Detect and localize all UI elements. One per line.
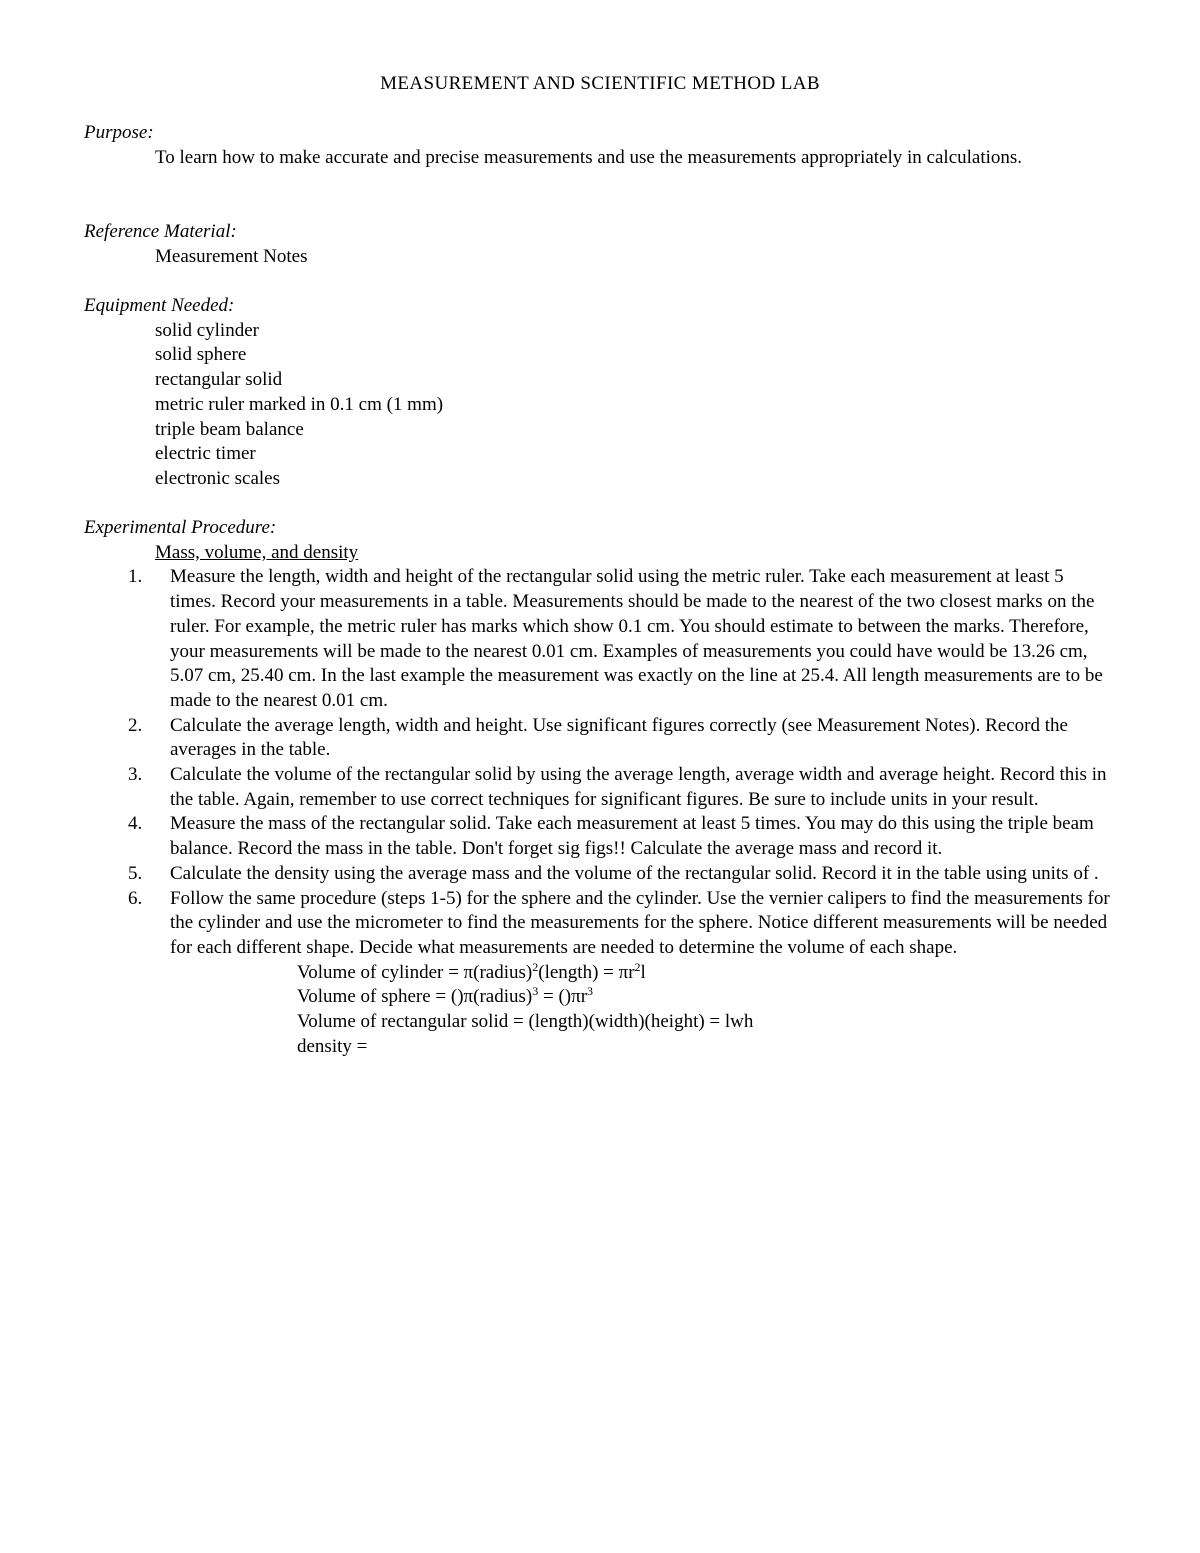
formula-sphere: Volume of sphere = ()π(radius)$^3$ = $()\pi r^3$ [297,984,594,1008]
equipment-list [84,319,1114,492]
step-text: Follow the same procedure (steps 1-5) for the sphere and the cylinder. Use the vernier calipers to find the measurements for the cylinder and use the micrometer to find the measurements for the sphere. Notice different measurements will be needed for each different shape. Decide what measurements are needed to determine the volume of each shape. [170,887,1110,958]
procedure-step [84,763,1114,812]
step-text: Calculate the density using the average mass and the volume of the rectangular solid. Record it in the table using units of . [170,862,1099,884]
procedure-step [84,887,1114,961]
procedure-step [84,714,1114,763]
procedure-section [84,516,1114,1059]
step-text: Measure the mass of the rectangular solid. Take each measurement at least 5 times. You may do this using the triple beam balance. Record the mass in the table. Don't forget sig figs!! Calculate the average mass and record it. [170,813,1094,860]
procedure-heading: Experimental Procedure: [84,517,277,538]
step-number: 5. [128,862,143,884]
equipment-item: rectangular solid [155,369,283,391]
formula-block [84,961,1114,1060]
equipment-item: electronic scales [155,467,281,489]
purpose-heading: Purpose: [84,122,154,143]
purpose-section [84,121,1114,170]
equipment-item: solid cylinder [155,319,259,341]
reference-text: Measurement Notes [155,245,308,267]
step-number: 4. [128,813,143,835]
step-text: Calculate the volume of the rectangular solid by using the average length, average width and average height. Record this in the table. Again, remember to use correct techniques for significant figures. Be sure to include units in your result. [170,764,1107,810]
step-number: 6. [128,887,143,909]
formula-rectangular: Volume of rectangular solid = (length)(width)(height) = lwh [297,1011,754,1033]
procedure-step [84,565,1114,713]
formula-cylinder: Volume of cylinder = π(radius)$^2$(length) = $\pi r^2l$ [297,959,646,983]
procedure-subheading: Mass, volume, and density [155,541,359,563]
equipment-item: triple beam balance [155,418,304,440]
procedure-steps [84,565,1114,960]
equipment-item: metric ruler marked in 0.1 cm (1 mm) [155,393,444,415]
equipment-item: electric timer [155,443,256,465]
equipment-item: solid sphere [155,344,247,366]
equipment-heading: Equipment Needed: [84,295,235,316]
step-text: Measure the length, width and height of the rectangular solid using the metric ruler. Take each measurement at least 5 times. Record your measurements in a table. Measurements should be made to the nearest of the two closest marks on the ruler. For example, the metric ruler has marks which show 0.1 cm. You should estimate to between the marks. Therefore, your measurements will be made to the nearest 0.01 cm. Examples of measurements you could have would be 13.26 cm, 5.07 cm, 25.40 cm. In the last example the measurement was exactly on the line at 25.4. All length measurements are to be made to the nearest 0.01 cm. [170,566,1103,711]
purpose-text: To learn how to make accurate and precise measurements and use the measurements appropriately in calculations. [155,146,1023,168]
step-number: 1. [128,566,143,588]
step-number: 2. [128,714,143,736]
formula-density: density = [297,1035,368,1057]
reference-heading: Reference Material: [84,221,237,242]
procedure-step [84,812,1114,861]
page-title: MEASUREMENT AND SCIENTIFIC METHOD LAB [380,73,820,94]
equipment-section [84,294,1114,492]
reference-section [84,220,1114,269]
step-number: 3. [128,764,143,786]
procedure-step [84,862,1114,887]
step-text: Calculate the average length, width and height. Use significant figures correctly (see Measurement Notes). Record the averages in the table. [170,714,1068,761]
